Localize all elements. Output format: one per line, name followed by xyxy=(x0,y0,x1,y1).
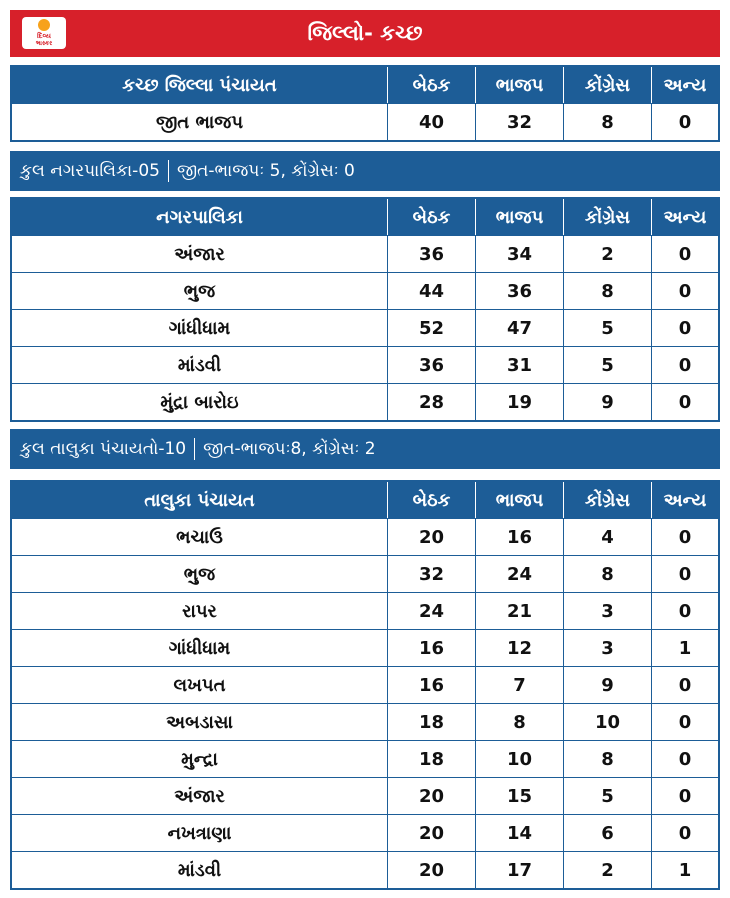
header-bjp: ભાજપ xyxy=(475,67,563,103)
cell-bjp: 15 xyxy=(475,778,563,814)
header-others: અન્ય xyxy=(651,67,718,103)
taluka-result: જીત-ભાજપઃ8, કોંગ્રેસઃ 2 xyxy=(203,439,376,459)
table-header-row xyxy=(12,67,718,103)
cell-congress: 4 xyxy=(563,519,651,555)
table-row xyxy=(12,272,718,309)
cell-others: 0 xyxy=(651,347,718,383)
cell-seats: 20 xyxy=(387,852,475,888)
header-congress: કોંગ્રેસ xyxy=(563,67,651,103)
cell-bjp: 16 xyxy=(475,519,563,555)
cell-seats: 16 xyxy=(387,667,475,703)
cell-congress: 6 xyxy=(563,815,651,851)
cell-congress: 5 xyxy=(563,778,651,814)
cell-bjp: 12 xyxy=(475,630,563,666)
cell-others: 0 xyxy=(651,236,718,272)
table-row xyxy=(12,309,718,346)
cell-seats: 28 xyxy=(387,384,475,420)
municipality-table xyxy=(10,197,720,422)
cell-name: અંજાર xyxy=(174,785,225,807)
table-row xyxy=(12,666,718,703)
table-row xyxy=(12,851,718,888)
table-row xyxy=(12,592,718,629)
cell-congress: 2 xyxy=(563,852,651,888)
header-name: તાલુકા પંચાયત xyxy=(144,489,255,511)
cell-seats: 44 xyxy=(387,273,475,309)
cell-seats: 18 xyxy=(387,704,475,740)
table-row xyxy=(12,814,718,851)
header-others: અન્ય xyxy=(651,482,718,518)
separator xyxy=(168,160,169,182)
taluka-summary-bar xyxy=(10,429,720,469)
cell-others: 0 xyxy=(651,667,718,703)
table-row xyxy=(12,703,718,740)
banner-title: જિલ્લો- કચ્છ xyxy=(307,21,423,45)
separator xyxy=(194,438,195,460)
cell-others: 1 xyxy=(651,630,718,666)
cell-name: માંડવી xyxy=(177,859,222,881)
cell-others: 0 xyxy=(651,593,718,629)
header-others: અન્ય xyxy=(651,199,718,235)
header-seats: બેઠક xyxy=(387,482,475,518)
cell-bjp: 34 xyxy=(475,236,563,272)
cell-congress: 8 xyxy=(563,104,651,140)
cell-seats: 20 xyxy=(387,778,475,814)
table-row xyxy=(12,740,718,777)
table-header-row xyxy=(12,482,718,518)
table-row xyxy=(12,346,718,383)
cell-seats: 36 xyxy=(387,347,475,383)
district-panchayat-table xyxy=(10,65,720,142)
cell-name: માંડવી xyxy=(177,354,222,376)
cell-others: 0 xyxy=(651,556,718,592)
cell-bjp: 19 xyxy=(475,384,563,420)
municipality-total: કુલ નગરપાલિકા-05 xyxy=(20,161,160,181)
cell-seats: 32 xyxy=(387,556,475,592)
cell-name: ભચાઉ xyxy=(176,526,223,548)
cell-bjp: 14 xyxy=(475,815,563,851)
cell-seats: 40 xyxy=(387,104,475,140)
cell-others: 0 xyxy=(651,384,718,420)
cell-bjp: 21 xyxy=(475,593,563,629)
header-name: કચ્છ જિલ્લા પંચાયત xyxy=(122,74,277,96)
taluka-total: કુલ તાલુકા પંચાયતો-10 xyxy=(20,439,187,459)
cell-name: અબડાસા xyxy=(166,711,233,733)
cell-seats: 18 xyxy=(387,741,475,777)
cell-seats: 24 xyxy=(387,593,475,629)
header-congress: કોંગ્રેસ xyxy=(563,199,651,235)
cell-name: મુન્દ્રા xyxy=(181,748,218,770)
cell-congress: 5 xyxy=(563,347,651,383)
cell-bjp: 8 xyxy=(475,704,563,740)
header-seats: બેઠક xyxy=(387,199,475,235)
cell-seats: 20 xyxy=(387,815,475,851)
cell-congress: 3 xyxy=(563,630,651,666)
table-row xyxy=(12,383,718,420)
cell-bjp: 31 xyxy=(475,347,563,383)
header-name: નગરપાલિકા xyxy=(156,206,243,228)
cell-bjp: 47 xyxy=(475,310,563,346)
table-row xyxy=(12,518,718,555)
table-header-row xyxy=(12,199,718,235)
cell-congress: 10 xyxy=(563,704,651,740)
cell-bjp: 10 xyxy=(475,741,563,777)
cell-bjp: 24 xyxy=(475,556,563,592)
cell-name: ભુજ xyxy=(183,280,216,302)
cell-seats: 36 xyxy=(387,236,475,272)
cell-seats: 16 xyxy=(387,630,475,666)
cell-others: 0 xyxy=(651,778,718,814)
cell-name: ગાંધીધામ xyxy=(168,317,231,339)
logo-text-line2: ભાસ્કર xyxy=(35,40,53,47)
logo-text-line1: દિવ્ય xyxy=(37,32,51,40)
cell-others: 0 xyxy=(651,741,718,777)
cell-congress: 3 xyxy=(563,593,651,629)
cell-others: 0 xyxy=(651,519,718,555)
header-congress: કોંગ્રેસ xyxy=(563,482,651,518)
table-row xyxy=(12,555,718,592)
header-bjp: ભાજપ xyxy=(475,482,563,518)
cell-name: મુંદ્રા બારોઇ xyxy=(160,391,239,413)
header-seats: બેઠક xyxy=(387,67,475,103)
cell-seats: 52 xyxy=(387,310,475,346)
cell-congress: 8 xyxy=(563,556,651,592)
cell-bjp: 7 xyxy=(475,667,563,703)
table-row xyxy=(12,235,718,272)
cell-others: 0 xyxy=(651,273,718,309)
cell-name: રાપર xyxy=(182,600,217,622)
cell-others: 0 xyxy=(651,310,718,346)
cell-others: 0 xyxy=(651,704,718,740)
municipality-result: જીત-ભાજપઃ 5, કોંગ્રેસઃ 0 xyxy=(176,161,355,181)
cell-name: જીત ભાજપ xyxy=(155,111,244,133)
cell-name: અંજાર xyxy=(174,243,225,265)
cell-name: ગાંધીધામ xyxy=(168,637,231,659)
table-row xyxy=(12,629,718,666)
cell-name: નખત્રાણા xyxy=(167,822,232,844)
cell-congress: 5 xyxy=(563,310,651,346)
cell-others: 1 xyxy=(651,852,718,888)
cell-others: 0 xyxy=(651,104,718,140)
cell-bjp: 17 xyxy=(475,852,563,888)
cell-congress: 2 xyxy=(563,236,651,272)
cell-name: ભુજ xyxy=(183,563,216,585)
district-banner xyxy=(10,10,720,57)
cell-seats: 20 xyxy=(387,519,475,555)
municipality-summary-bar xyxy=(10,151,720,191)
taluka-panchayat-table xyxy=(10,480,720,890)
cell-others: 0 xyxy=(651,815,718,851)
cell-bjp: 36 xyxy=(475,273,563,309)
cell-name: લખપત xyxy=(173,674,226,696)
cell-congress: 9 xyxy=(563,384,651,420)
header-bjp: ભાજપ xyxy=(475,199,563,235)
table-row xyxy=(12,777,718,814)
cell-bjp: 32 xyxy=(475,104,563,140)
cell-congress: 8 xyxy=(563,273,651,309)
cell-congress: 8 xyxy=(563,741,651,777)
cell-congress: 9 xyxy=(563,667,651,703)
table-row xyxy=(12,103,718,140)
